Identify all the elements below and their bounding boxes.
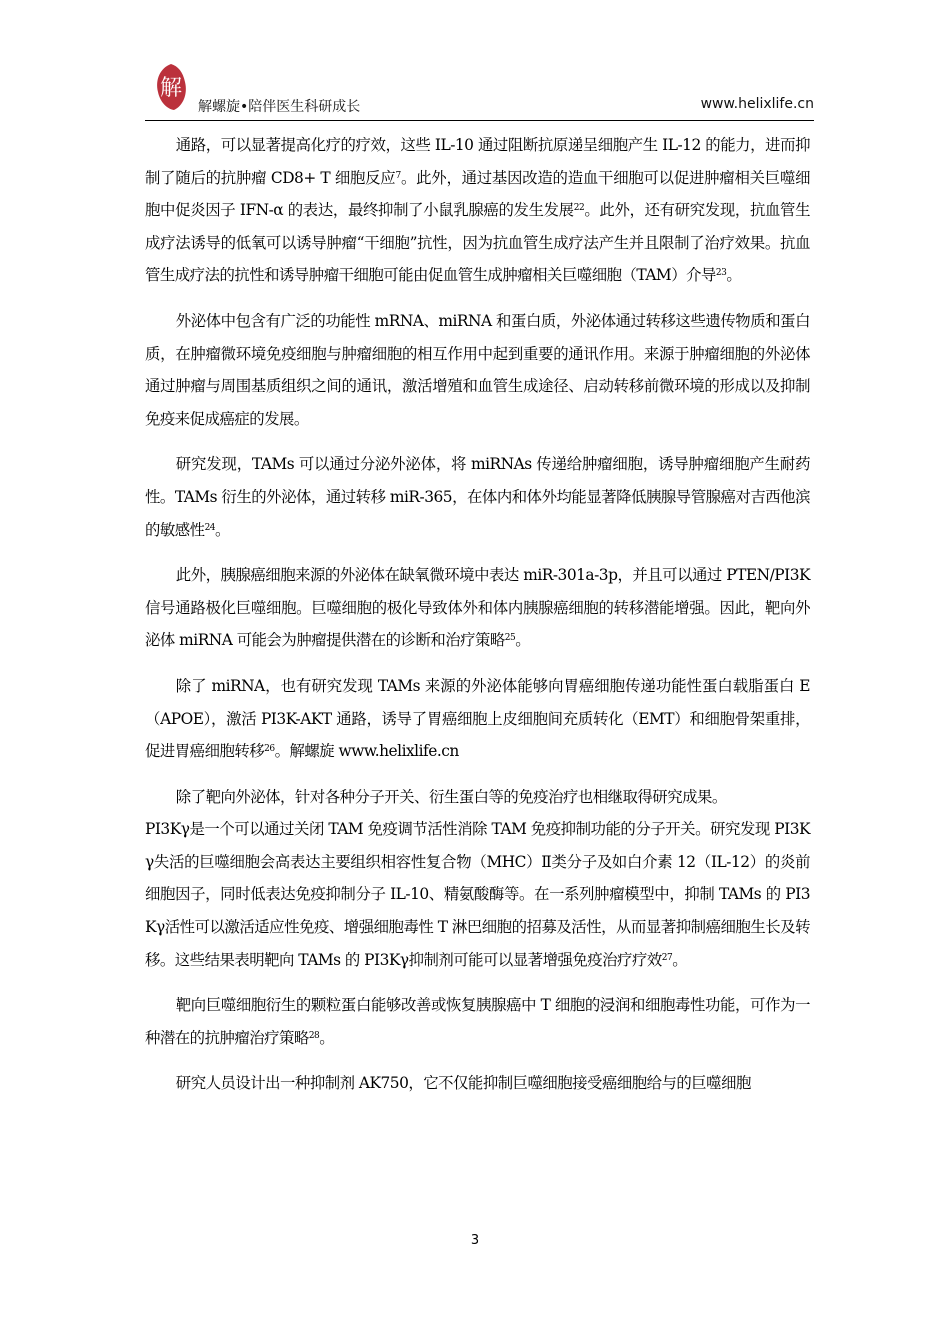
logo-glyph: 解 [159, 76, 183, 101]
citation-ref: 23 [715, 268, 727, 279]
page-header [0, 0, 950, 130]
citation-ref: 22 [573, 203, 585, 214]
page-number: 3 [470, 1233, 480, 1248]
citation-ref: 24 [204, 522, 216, 533]
article-body [145, 129, 810, 1100]
citation-ref: 28 [308, 1030, 320, 1041]
paragraph: PI3Kγ是一个可以通过关闭 TAM 免疫调节活性消除 TAM 免疫抑制功能的分子开关。研究发现 PI3Kγ失活的巨噬细胞会高表达主要组织相容性复合物（MHC）Ⅱ类分子及如白介素 12（IL-12）的炎前细胞因子，同时低表达免疫抑制分子 IL-10、精氨酸酶等。在一系列肿瘤模型中，抑制 TAMs 的 PI3Kγ活性可以激活适应性免疫、增强细胞毒性 T 淋巴细胞的招募及活性，从而显著抑制癌细胞生长及转移。这些结果表明靶向 TAMs 的 PI3Kγ抑制剂可能可以显著增强免疫治疗疗效$^{27}$。 [145, 820, 810, 969]
paragraph: 外泌体中包含有广泛的功能性 mRNA、miRNA 和蛋白质，外泌体通过转移这些遗传物质和蛋白质，在肿瘤微环境免疫细胞与肿瘤细胞的相互作用中起到重要的通讯作用。来源于肿瘤细胞的外泌体通过肿瘤与周围基质组织之间的通讯，激活增殖和血管生成途径、启动转移前微环境的形成以及抑制免疫来促成癌症的发展。 [145, 311, 810, 428]
header-divider [145, 120, 814, 121]
paragraph: 此外，胰腺癌细胞来源的外泌体在缺氧微环境中表达 miR-301a-3p，并且可以通过 PTEN/PI3K 信号通路极化巨噬细胞。巨噬细胞的极化导致体外和体内胰腺癌细胞的转移潜能增强。因此，靶向外泌体 miRNA 可能会为肿瘤提供潜在的诊断和治疗策略$^{25}$。 [145, 566, 810, 650]
citation-ref: 27 [661, 952, 673, 963]
paragraph: 通路，可以显著提高化疗的疗效，这些 IL-10 通过阻断抗原递呈细胞产生 IL-12 的能力，进而抑制了随后的抗肿瘤 CD8+ T 细胞反应$^7$。此外，通过基因改造的造血干细胞可以促进肿瘤相关巨噬细胞中促炎因子 IFN-α 的表达，最终抑制了小鼠乳腺癌的发生发展$^{22}$。此外，还有研究发现，抗血管生成疗法诱导的低氧可以诱导肿瘤“干细胞”抗性，因为抗血管生成疗法产生并且限制了治疗效果。抗血管生成疗法的抗性和诱导肿瘤干细胞可能由促血管生成肿瘤相关巨噬细胞（TAM）介导$^{23}$。 [145, 136, 810, 285]
paragraph: 除了 miRNA，也有研究发现 TAMs 来源的外泌体能够向胃癌细胞传递功能性蛋白载脂蛋白 E（APOE），激活 PI3K-AKT 通路，诱导了胃癌细胞上皮细胞间充质转化（EMT）和细胞骨架重排，促进胃癌细胞转移$^{26}$。解螺旋 www.helixlife.cn [145, 676, 810, 761]
site-name: 解螺旋•陪伴医生科研成长 [198, 99, 361, 115]
helixlife-logo [150, 62, 192, 112]
paragraph: 研究人员设计出一种抑制剂 AK750，它不仅能抑制巨噬细胞接受癌细胞给与的巨噬细胞 [175, 1074, 751, 1093]
paragraph: 研究发现，TAMs 可以通过分泌外泌体，将 miRNAs 传递给肿瘤细胞，诱导肿瘤细胞产生耐药性。TAMs 衍生的外泌体，通过转移 miR-365，在体内和体外均能显著降低胰腺导管腺癌对吉西他滨的敏感性$^{24}$。 [145, 455, 810, 539]
citation-ref: 7 [395, 170, 401, 181]
citation-ref: 26 [264, 744, 275, 755]
site-url[interactable]: www.helixlife.cn [700, 96, 814, 112]
paragraph: 靶向巨噬细胞衍生的颗粒蛋白能够改善或恢复胰腺癌中 T 细胞的浸润和细胞毒性功能，可作为一种潜在的抗肿瘤治疗策略$^{28}$。 [145, 996, 810, 1047]
paragraph: 除了靶向外泌体，针对各种分子开关、衍生蛋白等的免疫治疗也相继取得研究成果。 [175, 787, 727, 806]
citation-ref: 25 [504, 633, 516, 644]
